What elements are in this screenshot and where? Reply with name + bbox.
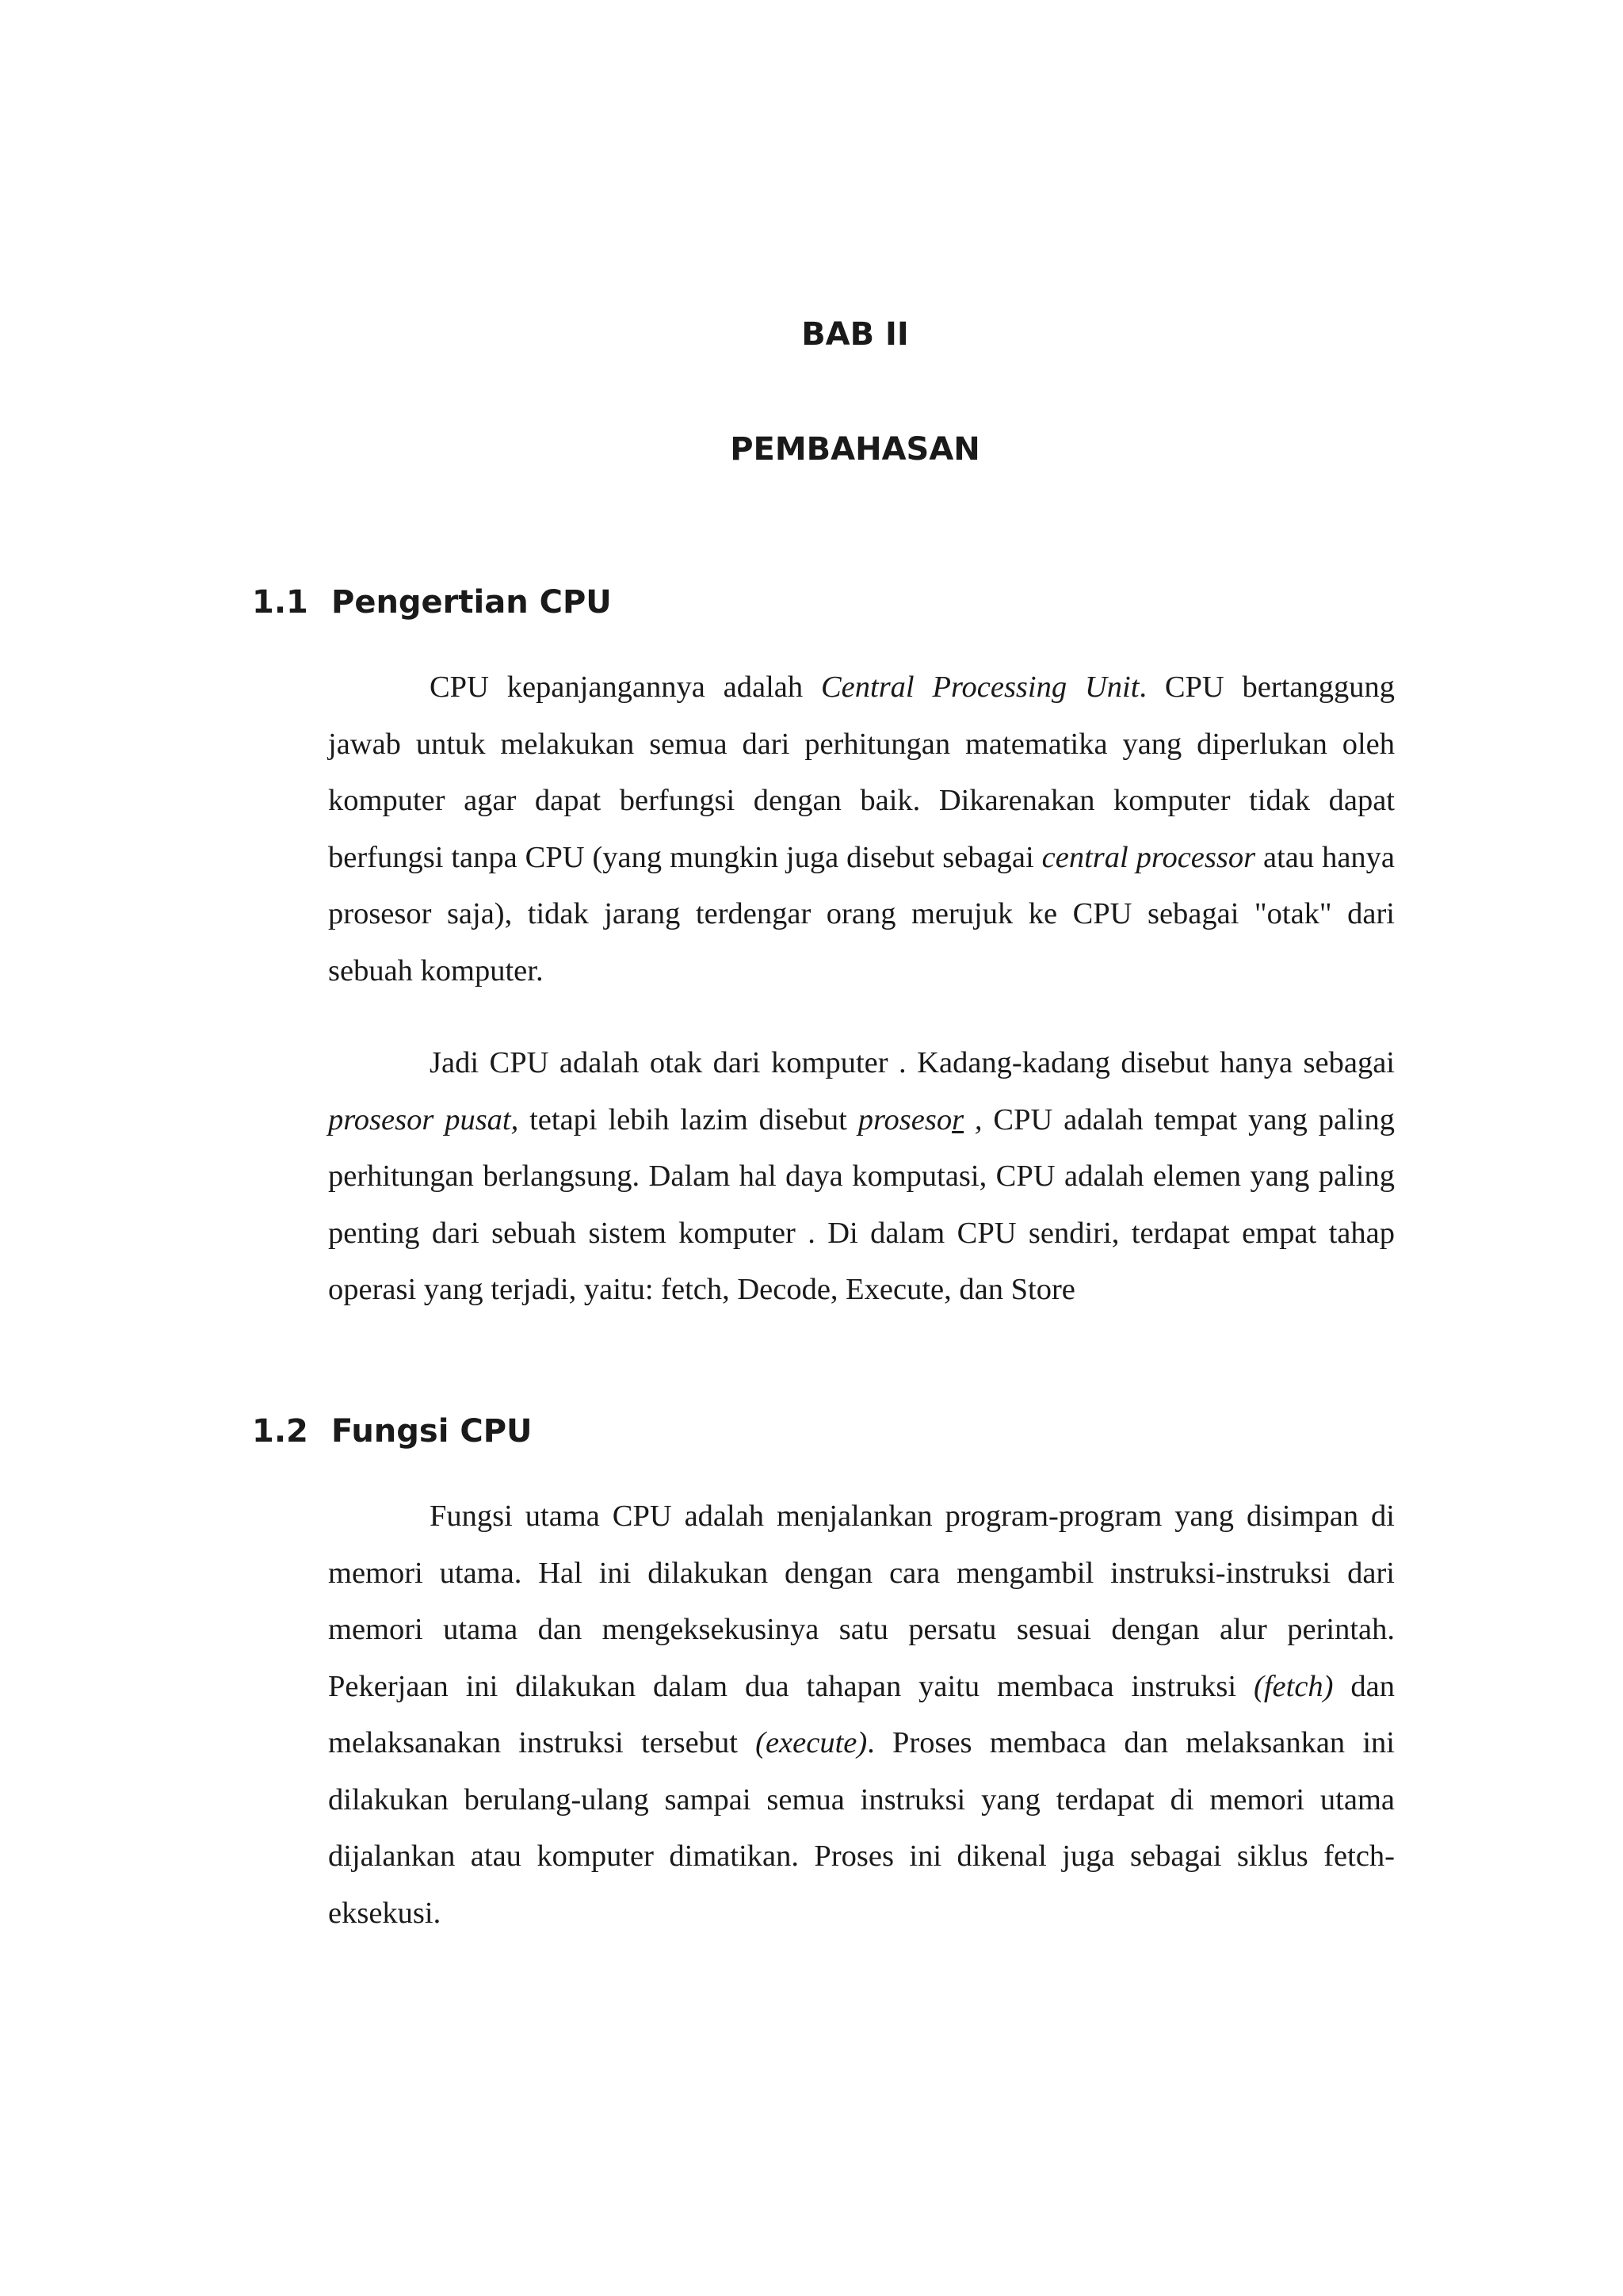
italic-term: (execute) [755,1726,868,1759]
text-run: atau hanya prosesor saja), tidak jarang terdengar orang merujuk ke CPU sebagai "otak" dari sebuah komputer. [328,840,1395,988]
section-title-text: Pengertian CPU [331,584,612,621]
chapter-label: BAB II [801,316,909,353]
paragraph [328,1035,1395,1319]
italic-term: proseso [857,1102,953,1137]
italic-term: (fetch) [1254,1669,1334,1703]
text-run: CPU adalah tempat yang paling perhitungan berlangsung. Dalam hal daya komputasi, CPU adalah elemen yang paling penting dari sebuah sistem komputer . Di dalam CPU sendiri, terdapat empat tahap operasi yang terjadi, yaitu: fetch, Decode, Execute, dan Store [328,1102,1395,1306]
italic-term: , [964,1102,983,1137]
section-number: 1.1 [252,584,308,621]
text-run: Fungsi utama CPU adalah menjalankan program-program yang disimpan di memori utama. Hal ini dilakukan dengan cara mengambil instruksi-instruksi dari memori utama dan mengeksekusinya satu persatu sesuai dengan alur perintah. Pekerjaan ini dilakukan dalam dua tahapan yaitu membaca instruksi [328,1499,1395,1703]
italic-term: prosesor pusat, [328,1102,519,1137]
text-run: tetapi lebih lazim disebut [518,1102,858,1137]
section-number: 1.2 [252,1413,308,1450]
chapter-title: PEMBAHASAN [730,431,980,468]
section-heading [252,1412,533,1451]
text-run: CPU kepanjangannya adalah [430,670,821,704]
text-run: Jadi CPU adalah otak dari komputer . Kadang-kadang disebut hanya sebagai [430,1046,1395,1079]
text-run: dan melaksanakan instruksi tersebut [328,1669,1395,1759]
section-title-text: Fungsi CPU [331,1413,533,1450]
paragraph [328,659,1395,999]
text-run: . CPU bertanggung jawab untuk melakukan semua dari perhitungan matematika yang diperlukan oleh komputer agar dapat berfungsi dengan baik. Dikarenakan komputer tidak dapat berfungsi tanpa CPU (yang mungkin juga disebut sebagai [328,670,1396,874]
section-heading [252,583,612,622]
paragraph [328,1488,1395,1942]
text-run: . Proses membaca dan melaksankan ini dilakukan berulang-ulang sampai semua instruksi yang terdapat di memori utama dijalankan atau komputer dimatikan. Proses ini dikenal juga sebagai siklus fetch-eksekusi. [328,1726,1395,1930]
italic-term: Central Processing Unit [820,670,1140,704]
underlined-term: r [952,1102,964,1137]
italic-term: central processor [1041,840,1256,874]
